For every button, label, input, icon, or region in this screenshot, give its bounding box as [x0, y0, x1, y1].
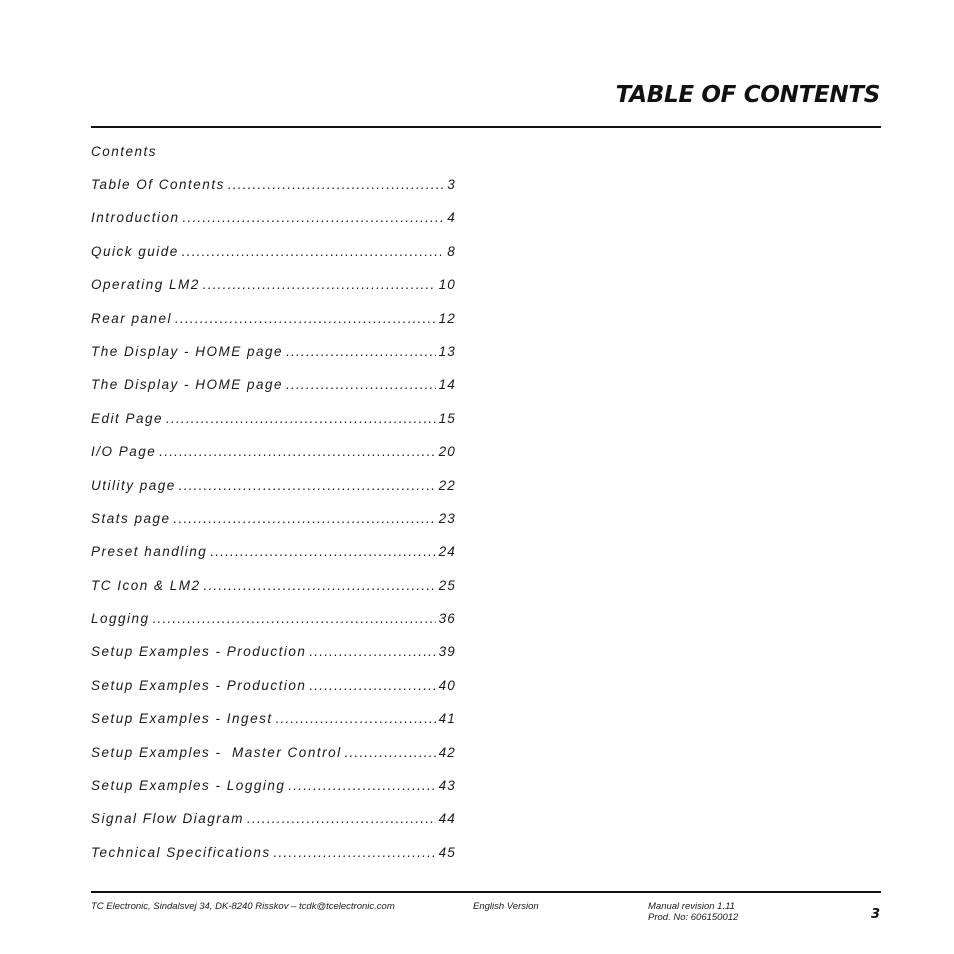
toc-entry-page-number: 40	[438, 677, 456, 693]
toc-dot-leader	[203, 277, 436, 292]
toc-entry[interactable]	[91, 244, 456, 277]
footer-manual-revision: Manual revision 1.11	[648, 901, 735, 912]
toc-entry[interactable]	[91, 745, 456, 778]
toc-entry[interactable]	[91, 811, 456, 844]
toc-entry-label: The Display - HOME page	[91, 377, 284, 393]
toc-dot-leader	[309, 644, 435, 659]
toc-entry-label: TC Icon & LM2	[91, 577, 201, 593]
toc-entry[interactable]	[91, 277, 456, 310]
toc-entry-label: I/O Page	[91, 444, 157, 460]
toc-dot-leader	[247, 811, 436, 826]
toc-dot-leader	[182, 244, 444, 259]
toc-entry-page-number: 8	[447, 243, 456, 259]
footer-language-version: English Version	[473, 901, 539, 912]
toc-entry-page-number: 42	[438, 744, 456, 760]
toc-entry-label: Setup Examples - Production	[91, 677, 307, 693]
toc-dot-leader	[153, 611, 436, 626]
toc-entry-page-number: 39	[438, 644, 456, 660]
toc-entry[interactable]	[91, 644, 456, 677]
toc-dot-leader	[166, 411, 436, 426]
toc-entry-page-number: 13	[438, 343, 456, 359]
toc-entry-label: Signal Flow Diagram	[91, 811, 245, 827]
toc-entry[interactable]	[91, 611, 456, 644]
toc-entry-label: The Display - HOME page	[91, 343, 284, 359]
toc-dot-leader	[175, 311, 436, 326]
footer-divider	[91, 891, 881, 893]
toc-entry[interactable]	[91, 711, 456, 744]
toc-dot-leader	[288, 778, 435, 793]
toc-entry-page-number: 3	[447, 177, 456, 192]
toc-entry[interactable]	[91, 678, 456, 711]
toc-dot-leader	[276, 711, 436, 726]
toc-dot-leader	[345, 745, 436, 760]
page-number: 3	[870, 907, 880, 922]
toc-entry-page-number: 15	[438, 410, 456, 426]
toc-entry-page-number: 4	[447, 210, 456, 226]
toc-entry[interactable]	[91, 511, 456, 544]
toc-entry-label: Utility page	[91, 477, 176, 493]
toc-entry-label: Rear panel	[91, 310, 173, 326]
toc-entry-label: Introduction	[91, 210, 180, 226]
toc-entry-page-number: 10	[438, 277, 456, 293]
toc-entry-page-number: 23	[438, 510, 456, 526]
toc-dot-leader	[179, 478, 436, 493]
toc-entry-label: Stats page	[91, 510, 171, 526]
toc-entry-label: Preset handling	[91, 544, 208, 560]
footer-product-number: Prod. No: 606150012	[648, 912, 739, 923]
toc-entry-label: Table Of Contents	[91, 177, 225, 192]
toc-dot-leader	[286, 377, 436, 392]
header-divider	[91, 126, 881, 128]
footer-company-info: TC Electronic, Sindalsvej 34, DK-8240 Risskov – tcdk@tcelectronic.com	[91, 901, 395, 912]
toc-entry-label: Operating LM2	[91, 277, 200, 293]
toc-entry[interactable]	[91, 544, 456, 577]
toc-entry-label: Setup Examples - Logging	[91, 778, 286, 794]
toc-entry-label: Setup Examples - Ingest	[91, 711, 273, 727]
toc-entry[interactable]	[91, 845, 456, 878]
toc-entry-page-number: 20	[438, 444, 456, 460]
toc-entry-page-number: 45	[438, 844, 456, 860]
toc-entry-label: Quick guide	[91, 243, 179, 259]
toc-dot-leader	[210, 544, 435, 559]
toc-list	[91, 177, 456, 878]
toc-entry-page-number: 43	[438, 778, 456, 794]
toc-entry-page-number: 25	[438, 577, 456, 593]
toc-dot-leader	[204, 578, 436, 593]
toc-entry-label: Setup Examples - Master Control	[91, 744, 342, 760]
toc-entry[interactable]	[91, 344, 456, 377]
toc-entry-page-number: 22	[438, 477, 456, 493]
toc-entry-page-number: 14	[438, 377, 456, 393]
toc-entry[interactable]	[91, 778, 456, 811]
toc-entry[interactable]	[91, 377, 456, 410]
toc-dot-leader	[286, 344, 436, 359]
toc-entry[interactable]	[91, 210, 456, 243]
toc-entry[interactable]	[91, 444, 456, 477]
toc-entry-label: Technical Specifications	[91, 844, 271, 860]
toc-entry-page-number: 12	[438, 310, 456, 326]
toc-dot-leader	[274, 845, 436, 860]
toc-entry-label: Logging	[91, 611, 150, 627]
toc-entry[interactable]	[91, 411, 456, 444]
toc-entry[interactable]	[91, 478, 456, 511]
toc-entry-label: Edit Page	[91, 410, 164, 426]
toc-dot-leader	[228, 177, 444, 192]
toc-dot-leader	[174, 511, 436, 526]
toc-entry-page-number: 24	[438, 544, 456, 560]
toc-dot-leader	[309, 678, 435, 693]
toc-entry[interactable]	[91, 578, 456, 611]
toc-dot-leader	[159, 444, 435, 459]
page-title: TABLE OF CONTENTS	[615, 82, 880, 108]
contents-heading: Contents	[91, 144, 158, 159]
toc-entry[interactable]	[91, 311, 456, 344]
toc-entry-page-number: 41	[438, 711, 456, 727]
toc-entry-page-number: 44	[438, 811, 456, 827]
toc-dot-leader	[183, 210, 445, 225]
toc-entry-label: Setup Examples - Production	[91, 644, 307, 660]
toc-entry-page-number: 36	[438, 611, 456, 627]
toc-entry[interactable]	[91, 177, 456, 210]
